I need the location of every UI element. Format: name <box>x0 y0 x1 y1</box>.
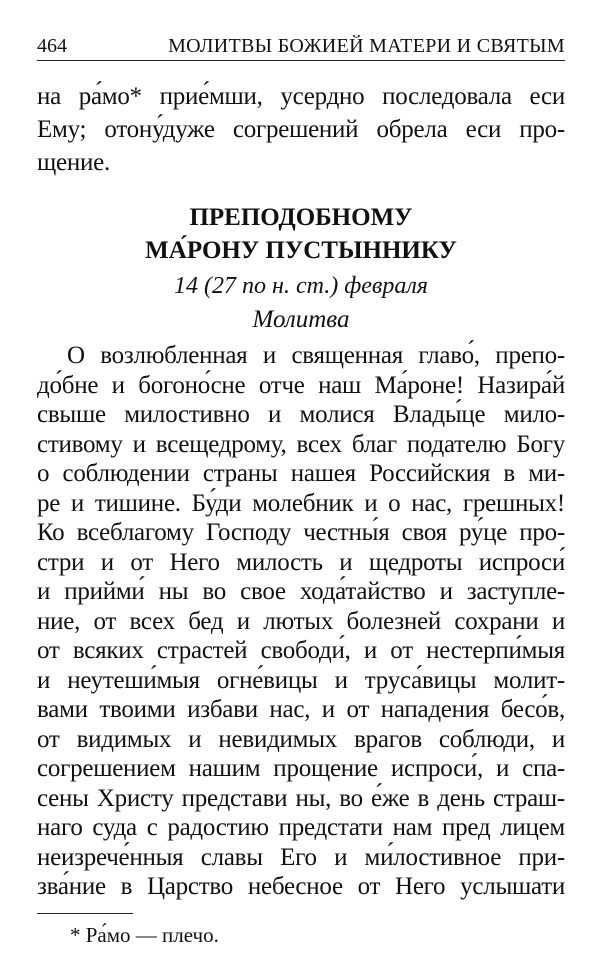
footnote-divider <box>37 913 133 914</box>
prayer-line: от всяких страстей свободи́, и от нестерпи́мыя <box>37 637 565 664</box>
text-line: щение. <box>37 149 110 177</box>
prayer-line: Ко всеблагому Господу честны́я своя ру́це про- <box>37 519 565 546</box>
prayer-subtitle: Молитва <box>252 306 350 333</box>
prayer-line: О возлюбленная и священная главо́, препо- <box>67 342 565 369</box>
prayer-line: ре и тишине. Бу́ди молебник и о нас, грешных! <box>37 489 565 517</box>
footnote: * Ра́мо — плечо. <box>70 923 219 947</box>
prayer-line: согрешением нашим прощение испроси́, и спа- <box>37 755 565 782</box>
prayer-line: стри и от Него милость и щедроты испроси́ <box>37 548 565 576</box>
section-title-line-2: МА́РОНУ ПУСТЫННИКУ <box>145 237 457 264</box>
prayer-line: зва́ние в Царство небесное от Него услышати <box>37 873 565 900</box>
prayer-line: неизрече́нныя славы Его и ми́лостивное при- <box>37 843 565 871</box>
text-line: на ра́мо* прие́мши, усердно последовала еси <box>37 83 565 110</box>
prayer-line: о соблюдении страны нашея Российския в ми- <box>37 460 565 487</box>
running-title: МОЛИТВЫ БОЖИЕЙ МАТЕРИ И СВЯТЫМ <box>168 35 565 57</box>
prayer-line: сены Христу представи ны, во е́же в день страш- <box>37 784 565 812</box>
prayer-text <box>37 341 565 902</box>
feast-date: 14 (27 по н. ст.) февраля <box>174 273 428 299</box>
prayer-line: свыше милостивно и молися Влады́це мило- <box>37 401 565 428</box>
prayer-line: ние, от всех бед и лютых болезней сохрани и <box>37 607 565 635</box>
prayer-line: наго суда с радостию предстати нам пред лицем <box>37 814 565 841</box>
prayer-line: стивому и всещедрому, всех благ подателю Богу <box>37 430 565 458</box>
section <box>37 0 565 340</box>
section-title-line-1: ПРЕПОДОБНОМУ <box>189 204 413 231</box>
page-number: 464 <box>37 35 67 57</box>
prayer-line: от видимых и невидимых врагов соблюди, и <box>37 725 565 753</box>
prayer-line: и неутеши́мыя огне́вицы и труса́вицы молит- <box>37 666 565 694</box>
prayer-line: до́бне и богоно́сне отче наш Ма́роне! Назира́й <box>37 371 565 399</box>
text-line: Ему; отону́дуже согрешений обрела еси про- <box>37 116 565 144</box>
prayer-line: вами твоими избави нас, и от нападения бесо́в, <box>37 696 565 723</box>
prayer-line: и прийми́ ны во свое хода́тайство и заступле- <box>37 578 565 605</box>
